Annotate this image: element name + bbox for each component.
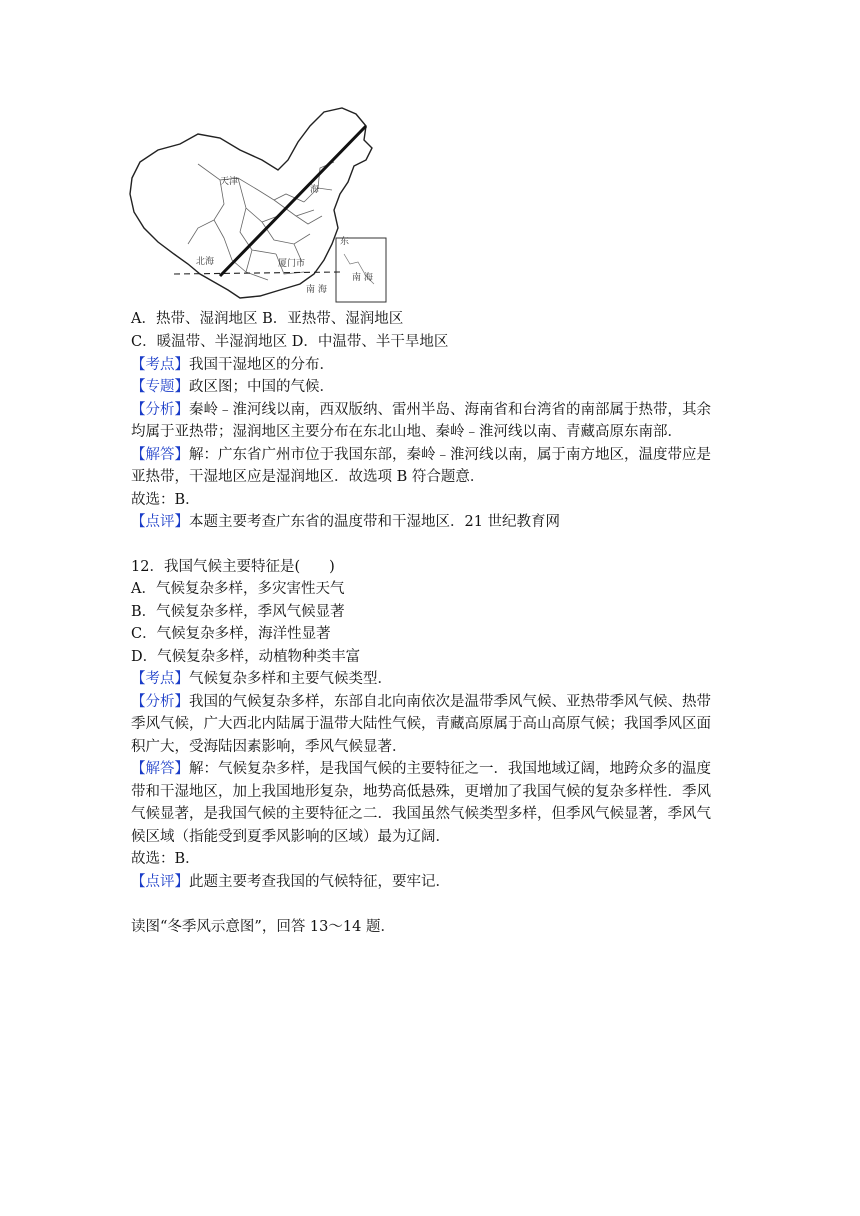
jieda-tag: 【解答】 (131, 447, 189, 463)
zhuanti-text: 政区图；中国的气候． (189, 379, 334, 395)
kaodian-tag: 【考点】 (131, 671, 189, 687)
kaodian-tag: 【考点】 (131, 357, 189, 373)
q11-fenxi (131, 400, 711, 420)
jieda-tag: 【解答】 (131, 761, 189, 777)
q12-option-a: A．气候复杂多样，多灾害性天气 (131, 581, 345, 597)
q12-jieda-line3: 气候显著，是我国气候的主要特征之二．我国虽然气候类型多样，但季风气候显著，季风气 (131, 806, 711, 822)
q12-kaodian (131, 669, 392, 689)
label-sea: 海 (310, 185, 320, 195)
q12-dianping (131, 872, 450, 892)
q13-14-intro: 读图“冬季风示意图”，回答 13～14 题． (131, 919, 395, 935)
q12-answer: 故选：B． (131, 851, 200, 867)
q11-answer: 故选：B． (131, 492, 200, 508)
q12-option-d: D．气候复杂多样，动植物种类丰富 (131, 649, 361, 665)
zhuanti-tag: 【专题】 (131, 379, 189, 395)
q12-option-c: C．气候复杂多样，海洋性显著 (131, 626, 331, 642)
label-south-sea: 南 海 (352, 273, 373, 283)
label-south-sea-2: 南 海 (306, 285, 327, 295)
kaodian-text: 气候复杂多样和主要气候类型． (189, 671, 392, 687)
kaodian-text: 我国干湿地区的分布． (189, 357, 334, 373)
dianping-tag: 【点评】 (131, 514, 189, 530)
q11-dianping (131, 512, 560, 532)
q12-jieda-line4: 候区域（指能受到夏季风影响的区域）最为辽阔． (131, 829, 450, 845)
china-map-figure (128, 104, 390, 304)
fenxi-text1: 我国的气候复杂多样，东部自北向南依次是温带季风气候、亚热带季风气候、热带 (189, 694, 711, 710)
q11-kaodian (131, 355, 334, 375)
q12-jieda-line2: 带和干湿地区，加上我国地形复杂，地势高低悬殊，更增加了我国气候的复杂多样性．季风 (131, 784, 711, 800)
q11-jieda (131, 445, 711, 465)
fenxi-tag: 【分析】 (131, 694, 189, 710)
q11-zhuanti (131, 377, 334, 397)
q12-fenxi-line3: 积广大，受海陆因素影响，季风气候显著． (131, 739, 407, 755)
q12-fenxi (131, 692, 711, 712)
jieda-text1: 解：气候复杂多样，是我国气候的主要特征之一．我国地域辽阔，地跨众多的温度 (189, 761, 711, 777)
dianping-text: 本题主要考查广东省的温度带和干湿地区．21 世纪教育网 (189, 514, 561, 530)
q11-fenxi-line2: 均属于亚热带；湿润地区主要分布在东北山地、秦岭﹣淮河线以南、青藏高原东南部． (131, 424, 682, 440)
label-xiamen: 厦门市 (278, 259, 306, 269)
dianping-tag: 【点评】 (131, 874, 189, 890)
jieda-text1: 解：广东省广州市位于我国东部，秦岭﹣淮河线以南，属于南方地区，温度带应是 (189, 447, 711, 463)
q12-option-b: B．气候复杂多样，季风气候显著 (131, 604, 345, 620)
china-map-svg (128, 104, 390, 304)
q12-stem: 12．我国气候主要特征是( ) (131, 559, 335, 575)
fenxi-text1: 秦岭﹣淮河线以南，西双版纳、雷州半岛、海南省和台湾省的南部属于热带，其余 (189, 402, 711, 418)
dianping-text: 此题主要考查我国的气候特征，要牢记． (189, 874, 450, 890)
transect-line (220, 126, 366, 276)
south-sea-inset (336, 238, 386, 302)
q11-options-line1: A．热带、湿润地区 B．亚热带、湿润地区 (131, 311, 404, 327)
label-east: 东 (340, 237, 350, 247)
label-beihai: 北海 (196, 257, 215, 267)
fenxi-tag: 【分析】 (131, 402, 189, 418)
q11-jieda-line2: 亚热带，干湿地区应是湿润地区．故选项 B 符合题意． (131, 469, 485, 485)
label-tianjin: 天津 (220, 177, 239, 187)
q12-jieda (131, 759, 711, 779)
q11-options-line2: C．暖温带、半湿润地区 D．中温带、半干旱地区 (131, 334, 449, 350)
q12-fenxi-line2: 季风气候，广大西北内陆属于温带大陆性气候，青藏高原属于高山高原气候；我国季风区面 (131, 716, 711, 732)
